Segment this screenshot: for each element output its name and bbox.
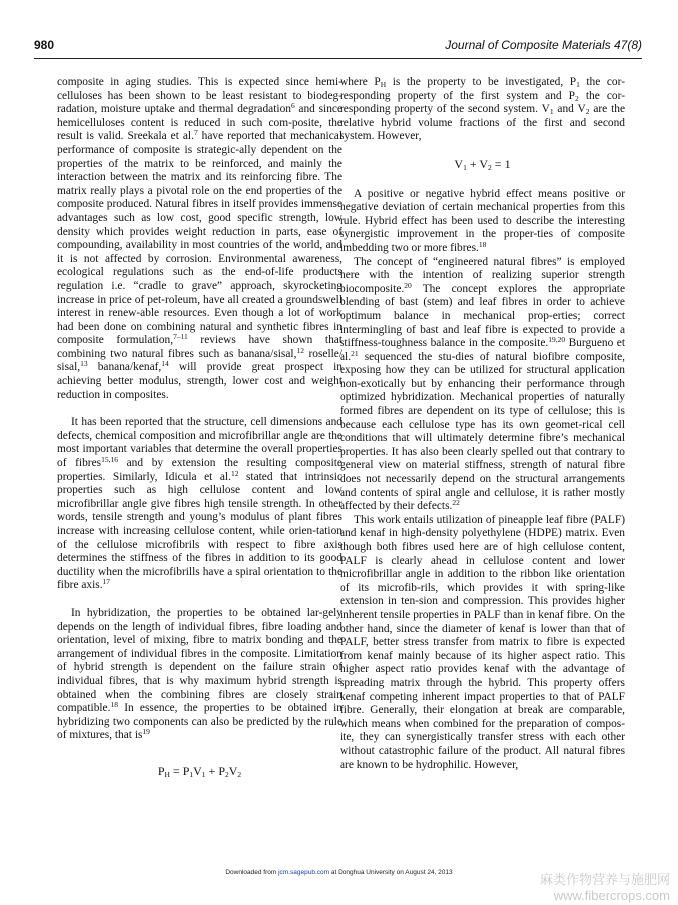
paragraph-engineered-fibres: The concept of “engineered natural fibres” is employed here with the intention of realizing superior strength biocomposite.$^{20}$ The concept explores the appropriate blending of bast (stem) and leaf fibres in order to achieve optimum balance in mechanical prop-erties; correct intermingling of bast and leaf fibre is expected to provide a stiffness-toughness balance in the composite.$^{19,20}$ Burgueno et al.$^{21}$ sequenced the stu-dies of natural biofibre composite, exposing how they can be utilized for structural application non-exotically but by enhancing their performance through optimized hybridization. Mechanical properties of naturally formed fibres are dependent on its type of cellulose; this is because each cellulose type has its own geomet-rical cell conditions that will ultimately determine fibre’s mechanical properties. It has also been clearly spelled out that contrary to general view on material stiffness, strength of natural fibre does not necessarily depend on the structural arrangements and contents of spiral angle and cellulose, it is rather mostly affected by their defects.$^{22}$ bbox=[340, 255, 625, 513]
citation: 7–11 bbox=[173, 332, 188, 342]
journal-title: Journal of Composite Materials 47(8) bbox=[445, 38, 642, 52]
paragraph-hybrid-effect: A positive or negative hybrid effect means positive or negative deviation of certain mechanical properties from this rule. Hybrid effect has been used to describe the interesting synergistic improvement in the proper-ties of composite imbedding two or more fibres.$^{18}$ bbox=[340, 187, 625, 254]
citation: 13 bbox=[80, 359, 88, 369]
paragraph-fibre-structure: It has been reported that the structure, cell dimensions and defects, chemical composition and microfibrillar angle are the most important variables that determine the overall properties of fibres$^{15,16}$ and by extension the resulting composite properties. Similarly, Idicula et al.$^{12}$ stated that intrinsic properties such as high cellulose content and low microfibrillar angle give fibres high tensile strength. In other words, tensile strength and young’s modulus of plant fibres increase with increasing cellulose content, while orien-tation of the cellulose microfibrils with respect to fibre axis determines the stiffness of the fibres in addition to its good ductility when the microfibrills have a spiral orientation to the fibre axis.$^{17}$ bbox=[57, 416, 343, 592]
citation: 19 bbox=[142, 727, 150, 737]
citation: 12 bbox=[296, 345, 304, 355]
journal-link[interactable]: jcm.sagepub.com bbox=[278, 869, 330, 876]
citation: 19,20 bbox=[548, 335, 566, 345]
citation: 18 bbox=[110, 700, 118, 710]
citation: 18 bbox=[478, 239, 487, 249]
paragraph-where-definitions: where $P_H$ is the property to be investigated, $P_1$ the cor-responding property of the first system and $P_2$ the cor-responding property of the second system. $V_1$ and $V_2$ are the relative hybrid volume fractions of the first and second system. However, bbox=[340, 76, 625, 143]
paragraph-aging-studies: composite in aging studies. This is expected since hemi-celluloses has been shown to be least resistant to biodeg-radation, moisture uptake and thermal degradation$^6$ and since hemicelluloses content is reduced in such com-posite, the result is valid. Sreekala et al.$^7$ have reported that mechanical performance of composite is strategic-ally dependent on the properties of the matrix to be reinforced, and mainly the interaction between the matrix and its reinforcing fibre. The matrix really plays a pivotal role on the end properties of the composite produced. Natural fibres in itself provides immense advantages such as low cost, good specific strength, low density which provides weight reduction in parts, ease of compounding, availability in most countries of the world, and it is not affected by corrosion. Environmental awareness, ecological regulations such as the end-of-life products regulation i.e. “cradle to grave” approach, skyrocketing increase in price of pet-roleum, have all created a groundswell interest in renew-able resources. Even though a lot of work had been done on combining natural and synthetic fibres in composite formulation,$^{7-11}$ reviews have shown that combining two natural fibres such as banana/sisal,$^{12}$ roselle/ sisal,$^{13}$ banana/kenaf,$^{14}$ will provide great prospect in achieving better modulus, strength, lower cost and weight reduction in composites. bbox=[57, 76, 343, 401]
citation: 15,16 bbox=[101, 455, 118, 465]
site-watermark: 麻类作物营养与施肥网 www.fibercrops.com bbox=[539, 872, 670, 903]
citation: 17 bbox=[102, 577, 111, 587]
download-footer: Downloaded from jcm.sagepub.com at Donghua University on August 24, 2013 bbox=[225, 869, 453, 876]
right-column bbox=[340, 76, 625, 772]
citation: 12 bbox=[230, 468, 239, 478]
paragraph-hybridization: In hybridization, the properties to be obtained lar-gely depends on the length of individual fibres, fibre loading and orientation, level of mixing, fibre to matrix bonding and the arrangement of individual fibres in the composite. Limitation of hybrid strength is dependent on the failure strain of individual fibres, that is why maximum hybrid strength is obtained when the combining fibres are closely strain compatible.$^{18}$ In essence, the properties to be obtained in hybridizing two components can also be predicted by the rule of mixtures, that $is^{19}$ bbox=[57, 606, 342, 742]
equation-rule-of-mixtures: $P_H = P_1V_1 + P_2V_2$ bbox=[157, 763, 242, 779]
citation: 7 bbox=[193, 128, 198, 138]
citation: 22 bbox=[452, 498, 460, 508]
citation: 20 bbox=[404, 280, 412, 290]
citation: 14 bbox=[161, 359, 169, 369]
paragraph-palf-kenaf: This work entails utilization of pineapple leaf fibre (PALF) and kenaf in high-density polyethylene (HDPE) matrix. Even though both fibres used here are of high cellulose content, PALF is clearly ahead in cellulose content and lower microfibrillar angle in addition to the ribbon like orientation of its microfib-rils, which provides it with spring-like extension in ten-sion and compression. This provides higher inherent tensile properties in PALF than in kenaf fibre. On the other hand, since the diameter of kenaf is lower than that of PALF, better stress transfer from matrix to fibre is expected from kenaf mainly because of its higher aspect ratio. This higher aspect ratio provides kenaf with the advantage of spreading matrix through the hybrid. This property offers kenaf competing inherent impact properties to that of PALF fibre. Generally, their elongation at break are comparable, which means when combined for the preparation of compos-ite, they can synergistically transfer stress with each other without catastrophic failure of the product. All natural fibres are known to be hydrophilic. However, bbox=[340, 513, 625, 771]
citation: 21 bbox=[351, 348, 359, 358]
citation: 6 bbox=[290, 101, 295, 111]
left-column bbox=[57, 76, 342, 795]
equation-volume-fractions: $V_1 + V_2 = 1$ bbox=[454, 156, 511, 172]
page-number: 980 bbox=[34, 38, 55, 52]
running-header bbox=[34, 38, 642, 59]
